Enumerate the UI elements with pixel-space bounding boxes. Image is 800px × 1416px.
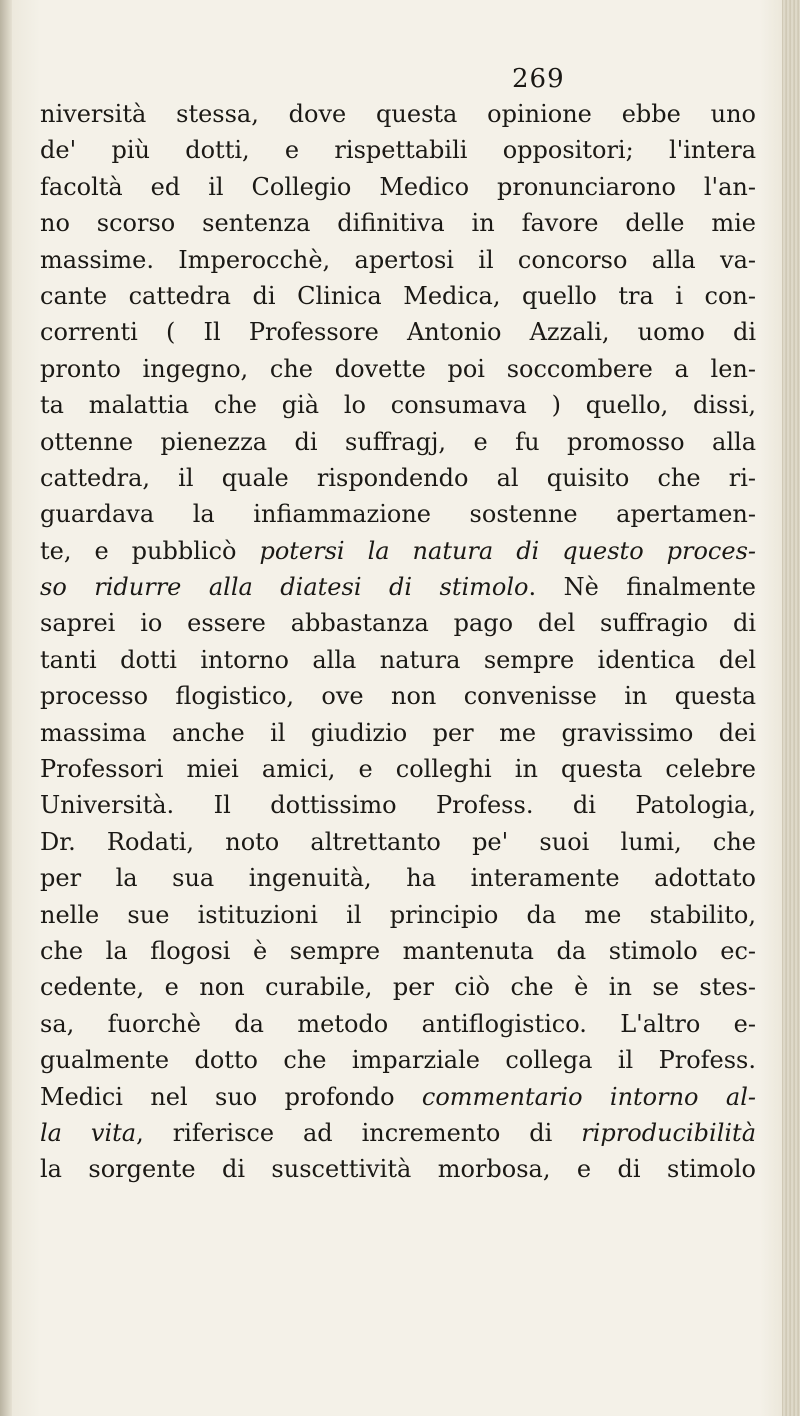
italic-title: potersi la natura di questo proces-	[259, 536, 756, 565]
page-gutter	[0, 0, 12, 1416]
text-line: Medici nel suo profondo commentario intorno al-	[40, 1082, 756, 1111]
text-line: niversità stessa, dove questa opinione ebbe uno	[40, 100, 756, 128]
text-line: massime. Imperocchè, apertosi il concorso alla va-	[40, 245, 756, 274]
text-line: Dr. Rodati, noto altrettanto pe' suoi lumi, che	[40, 827, 756, 856]
text-line: cattedra, il quale rispondendo al quisito che ri-	[40, 463, 756, 492]
text-line: cante cattedra di Clinica Medica, quello tra i con-	[40, 281, 756, 310]
text-line: che la flogosi è sempre mantenuta da stimolo ec-	[40, 936, 756, 965]
text-line: correnti ( Il Professore Antonio Azzali, uomo di	[40, 318, 756, 347]
text-line: so ridurre alla diatesi di stimolo. Nè finalmente	[40, 573, 756, 602]
text-line: de' più dotti, e rispettabili oppositori; l'intera	[40, 136, 756, 165]
italic-title: riproducibilità	[581, 1118, 756, 1147]
text-line: gualmente dotto che imparziale collega il Profess.	[40, 1046, 756, 1075]
text-line: Professori miei amici, e colleghi in questa celebre	[40, 755, 756, 784]
text-line: guardava la infiammazione sostenne apertamen-	[40, 500, 756, 529]
body-text	[40, 96, 756, 1188]
text-line: pronto ingegno, che dovette poi soccombere a len-	[40, 354, 756, 383]
text-line: ta malattia che già lo consumava ) quello, dissi,	[40, 391, 756, 420]
italic-title: commentario intorno al-	[421, 1082, 756, 1111]
text-line: per la sua ingenuità, ha interamente adottato	[40, 864, 756, 893]
text-line: tanti dotti intorno alla natura sempre identica del	[40, 645, 756, 674]
page-edges	[782, 0, 800, 1416]
text-line: la sorgente di suscettività morbosa, e di stimolo	[40, 1155, 756, 1184]
text-line: no scorso sentenza difinitiva in favore delle mie	[40, 209, 756, 238]
text-line: nelle sue istituzioni il principio da me stabilito,	[40, 900, 756, 929]
text-line: massima anche il giudizio per me gravissimo dei	[40, 718, 756, 747]
text-line: facoltà ed il Collegio Medico pronunciarono l'an-	[40, 172, 756, 201]
text-line: la vita, riferisce ad incremento di riproducibilità	[40, 1118, 756, 1147]
text-line: sa, fuorchè da metodo antiflogistico. L'altro e-	[40, 1009, 756, 1038]
text-line: te, e pubblicò potersi la natura di questo proces-	[40, 536, 756, 565]
text-line: Università. Il dottissimo Profess. di Patologia,	[40, 791, 756, 820]
text-line: ottenne pienezza di suffragj, e fu promosso alla	[40, 427, 756, 456]
text-line: processo flogistico, ove non convenisse in questa	[40, 682, 756, 711]
italic-title: la vita	[40, 1118, 137, 1147]
page-number: 269	[512, 64, 565, 94]
text-line: cedente, e non curabile, per ciò che è in se stes-	[40, 973, 756, 1002]
text-line: saprei io essere abbastanza pago del suffragio di	[40, 609, 756, 638]
italic-title: so ridurre alla diatesi di stimolo	[40, 573, 529, 602]
